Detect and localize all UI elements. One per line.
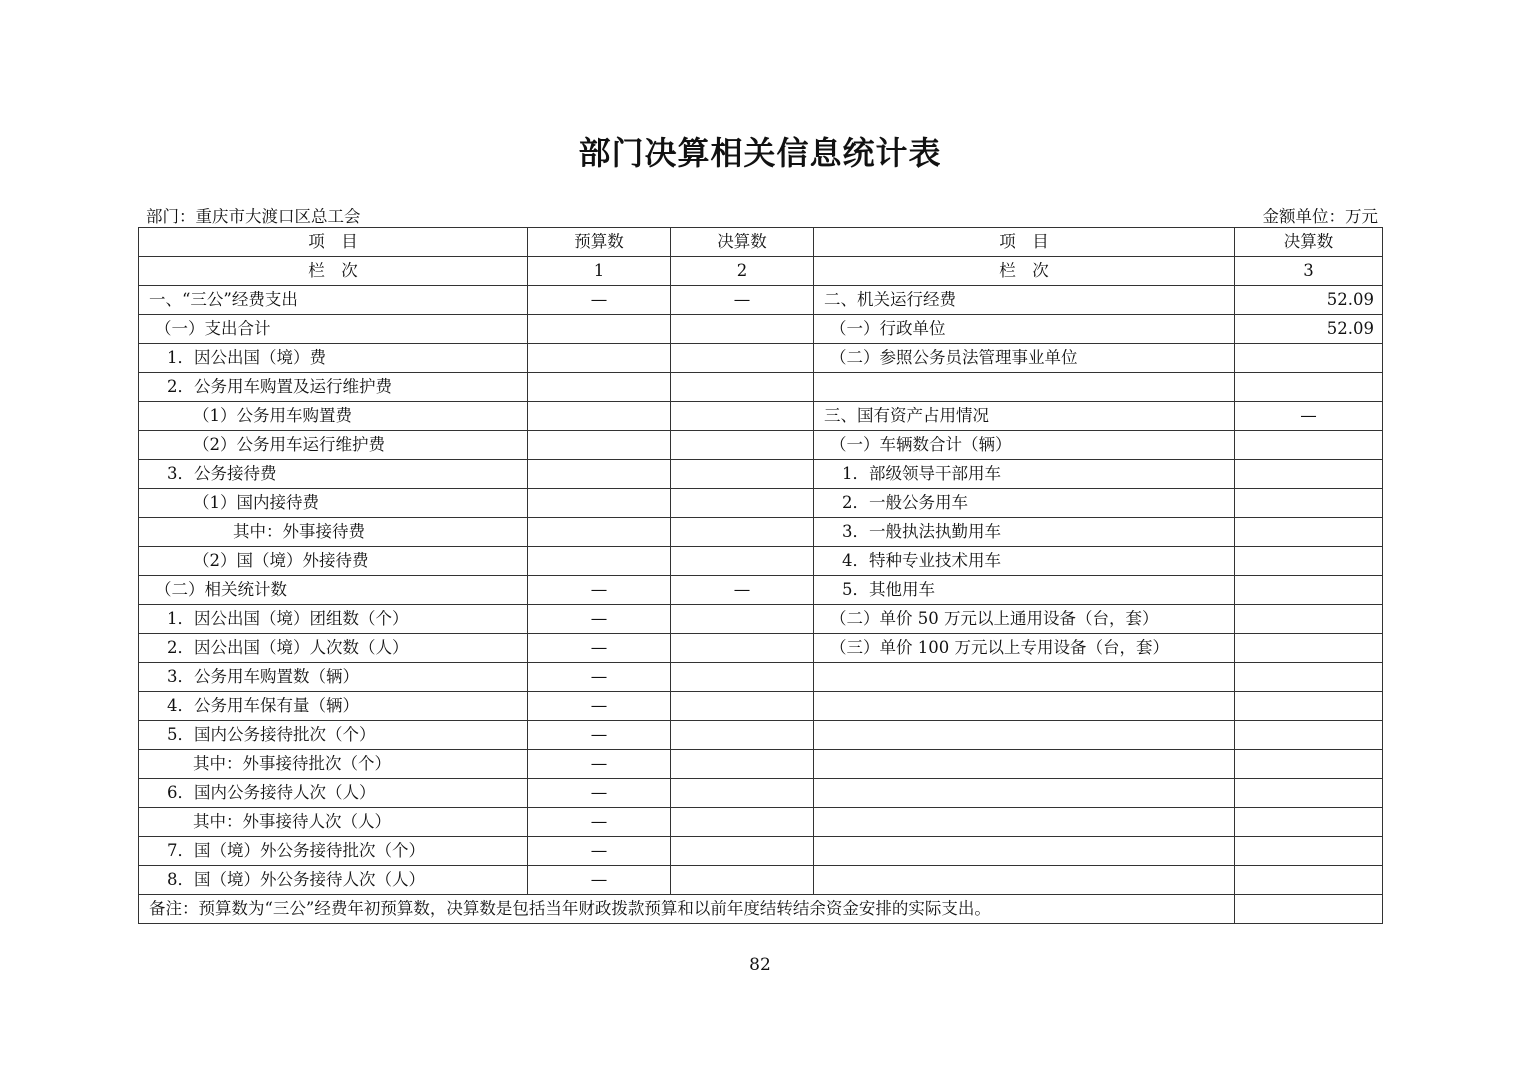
row-budget-value: —: [528, 634, 671, 663]
row-budget-value: [528, 518, 671, 547]
column-number-2: 2: [671, 257, 814, 286]
row-budget-value: [528, 547, 671, 576]
row-right-value: 52.09: [1235, 315, 1383, 344]
row-budget-value: —: [528, 866, 671, 895]
row-budget-value: —: [528, 750, 671, 779]
row-right-item: 4．特种专业技术用车: [814, 547, 1235, 576]
row-left-item: （2）公务用车运行维护费: [139, 431, 528, 460]
table-row: [139, 779, 1383, 808]
row-right-item: [814, 866, 1235, 895]
note-text: 备注：预算数为“三公”经费年初预算数，决算数是包括当年财政拨款预算和以前年度结转结余资金安排的实际支出。: [139, 895, 1235, 924]
row-left-item: （一）支出合计: [139, 315, 528, 344]
table-row: [139, 402, 1383, 431]
row-right-value: [1235, 576, 1383, 605]
row-budget-value: [528, 344, 671, 373]
header-left-item: 项 目: [139, 228, 528, 257]
row-right-item: [814, 663, 1235, 692]
row-right-value: [1235, 431, 1383, 460]
header-right-item: 项 目: [814, 228, 1235, 257]
table-row: [139, 605, 1383, 634]
row-left-item: 8．国（境）外公务接待人次（人）: [139, 866, 528, 895]
row-right-item: （一）行政单位: [814, 315, 1235, 344]
row-final-value: [671, 866, 814, 895]
row-final-value: —: [671, 286, 814, 315]
row-right-item: 5．其他用车: [814, 576, 1235, 605]
row-budget-value: [528, 489, 671, 518]
header-budget: 预算数: [528, 228, 671, 257]
row-final-value: [671, 837, 814, 866]
row-left-item: 1．因公出国（境）费: [139, 344, 528, 373]
table-row: [139, 721, 1383, 750]
department-label: 部门：重庆市大渡口区总工会: [146, 207, 361, 226]
row-right-value: [1235, 692, 1383, 721]
column-label-right: 栏 次: [814, 257, 1235, 286]
row-right-item: 1．部级领导干部用车: [814, 460, 1235, 489]
table-row: [139, 634, 1383, 663]
row-budget-value: —: [528, 286, 671, 315]
table-row: [139, 518, 1383, 547]
row-final-value: [671, 605, 814, 634]
statistics-table: [138, 227, 1383, 924]
row-right-value: [1235, 634, 1383, 663]
row-final-value: [671, 692, 814, 721]
note-empty-cell: [1235, 895, 1383, 924]
row-right-item: [814, 692, 1235, 721]
row-right-item: 三、国有资产占用情况: [814, 402, 1235, 431]
row-right-value: [1235, 489, 1383, 518]
row-right-item: （三）单价 100 万元以上专用设备（台，套）: [814, 634, 1235, 663]
row-right-value: [1235, 779, 1383, 808]
row-right-item: [814, 808, 1235, 837]
row-final-value: [671, 808, 814, 837]
table-row: [139, 547, 1383, 576]
table-row: [139, 750, 1383, 779]
row-right-value: [1235, 808, 1383, 837]
row-budget-value: [528, 373, 671, 402]
table-header-row: [139, 228, 1383, 257]
table-row: [139, 837, 1383, 866]
row-final-value: [671, 547, 814, 576]
row-right-value: [1235, 663, 1383, 692]
row-right-item: [814, 779, 1235, 808]
table-row: [139, 663, 1383, 692]
row-left-item: 2．因公出国（境）人次数（人）: [139, 634, 528, 663]
row-budget-value: —: [528, 721, 671, 750]
row-final-value: [671, 518, 814, 547]
row-left-item: 其中：外事接待人次（人）: [139, 808, 528, 837]
note-row: [139, 895, 1383, 924]
row-right-item: 2．一般公务用车: [814, 489, 1235, 518]
row-final-value: [671, 663, 814, 692]
table-row: [139, 315, 1383, 344]
header-right-final: 决算数: [1235, 228, 1383, 257]
row-right-item: 3．一般执法执勤用车: [814, 518, 1235, 547]
row-right-value: [1235, 866, 1383, 895]
row-final-value: [671, 489, 814, 518]
row-right-item: [814, 750, 1235, 779]
row-right-value: [1235, 547, 1383, 576]
row-left-item: 4．公务用车保有量（辆）: [139, 692, 528, 721]
row-budget-value: [528, 460, 671, 489]
row-left-item: 3．公务接待费: [139, 460, 528, 489]
row-left-item: （二）相关统计数: [139, 576, 528, 605]
row-right-value: [1235, 721, 1383, 750]
row-right-value: [1235, 750, 1383, 779]
page-number: 82: [749, 955, 771, 975]
row-final-value: [671, 634, 814, 663]
row-final-value: [671, 402, 814, 431]
row-budget-value: —: [528, 663, 671, 692]
row-right-value: [1235, 605, 1383, 634]
row-left-item: （2）国（境）外接待费: [139, 547, 528, 576]
row-right-item: 二、机关运行经费: [814, 286, 1235, 315]
row-right-value: —: [1235, 402, 1383, 431]
column-number-1: 1: [528, 257, 671, 286]
table-row: [139, 460, 1383, 489]
table-row: [139, 344, 1383, 373]
row-final-value: [671, 315, 814, 344]
table-row: [139, 576, 1383, 605]
row-budget-value: —: [528, 837, 671, 866]
table-row: [139, 373, 1383, 402]
row-left-item: 1．因公出国（境）团组数（个）: [139, 605, 528, 634]
row-budget-value: [528, 402, 671, 431]
row-left-item: 一、“三公”经费支出: [139, 286, 528, 315]
row-right-value: 52.09: [1235, 286, 1383, 315]
row-left-item: 5．国内公务接待批次（个）: [139, 721, 528, 750]
row-final-value: [671, 779, 814, 808]
table-row: [139, 286, 1383, 315]
row-budget-value: [528, 431, 671, 460]
row-final-value: [671, 373, 814, 402]
row-left-item: 其中：外事接待批次（个）: [139, 750, 528, 779]
column-number-3: 3: [1235, 257, 1383, 286]
row-right-value: [1235, 518, 1383, 547]
row-budget-value: —: [528, 605, 671, 634]
unit-label: 金额单位：万元: [1262, 207, 1378, 226]
column-label-left: 栏 次: [139, 257, 528, 286]
row-left-item: 2．公务用车购置及运行维护费: [139, 373, 528, 402]
table-row: [139, 866, 1383, 895]
row-right-item: （二）单价 50 万元以上通用设备（台，套）: [814, 605, 1235, 634]
row-budget-value: —: [528, 808, 671, 837]
row-final-value: [671, 721, 814, 750]
row-right-value: [1235, 373, 1383, 402]
row-left-item: （1）公务用车购置费: [139, 402, 528, 431]
row-budget-value: [528, 315, 671, 344]
row-final-value: [671, 750, 814, 779]
table-row: [139, 692, 1383, 721]
row-right-item: [814, 721, 1235, 750]
table-row: [139, 808, 1383, 837]
column-number-row: [139, 257, 1383, 286]
row-right-value: [1235, 344, 1383, 373]
row-final-value: [671, 460, 814, 489]
row-final-value: [671, 344, 814, 373]
row-budget-value: —: [528, 692, 671, 721]
row-left-item: 其中：外事接待费: [139, 518, 528, 547]
row-budget-value: —: [528, 576, 671, 605]
table-row: [139, 489, 1383, 518]
row-left-item: 3．公务用车购置数（辆）: [139, 663, 528, 692]
row-final-value: —: [671, 576, 814, 605]
row-left-item: 6．国内公务接待人次（人）: [139, 779, 528, 808]
header-final: 决算数: [671, 228, 814, 257]
page-title: 部门决算相关信息统计表: [578, 134, 942, 172]
row-right-item: [814, 837, 1235, 866]
row-right-item: （二）参照公务员法管理事业单位: [814, 344, 1235, 373]
row-left-item: （1）国内接待费: [139, 489, 528, 518]
row-left-item: 7．国（境）外公务接待批次（个）: [139, 837, 528, 866]
row-right-item: [814, 373, 1235, 402]
row-right-value: [1235, 460, 1383, 489]
row-budget-value: —: [528, 779, 671, 808]
table-row: [139, 431, 1383, 460]
row-final-value: [671, 431, 814, 460]
row-right-item: （一）车辆数合计（辆）: [814, 431, 1235, 460]
row-right-value: [1235, 837, 1383, 866]
